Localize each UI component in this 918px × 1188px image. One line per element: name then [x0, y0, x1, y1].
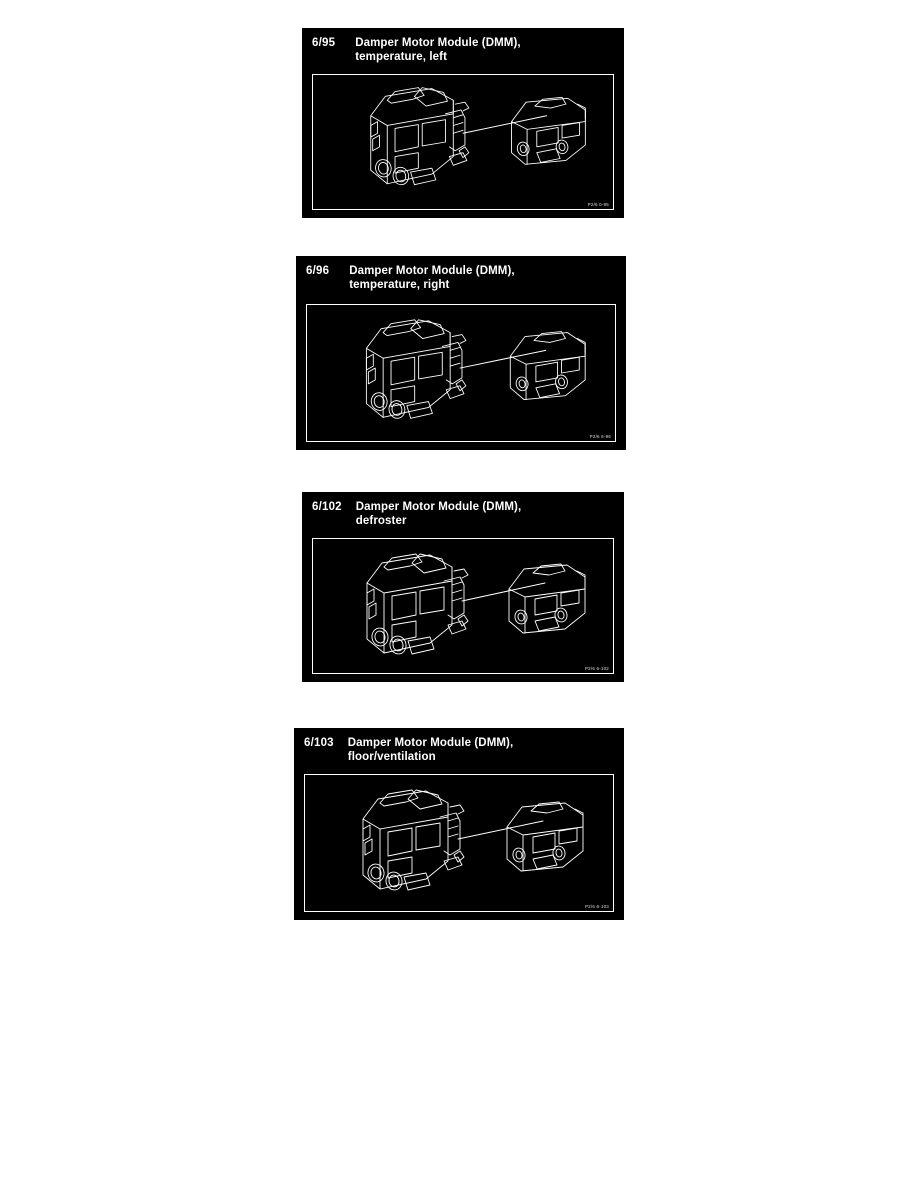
figure-title-line2: floor/ventilation [347, 751, 436, 763]
figure-panel [302, 28, 624, 218]
figure-header [302, 28, 624, 68]
damper-motor-module-illustration [305, 775, 613, 911]
figure-panel [302, 492, 624, 682]
figure-illustration-frame [304, 774, 614, 912]
figure-illustration-frame [306, 304, 616, 442]
figure-header [302, 492, 624, 532]
figure-code: P2/6 6-103 [584, 904, 609, 909]
figure-illustration-frame [312, 538, 614, 674]
figure-number: 6/96 [306, 265, 330, 277]
figure-header [296, 256, 626, 296]
figure-number: 6/103 [304, 737, 334, 749]
figure-code: P2/6 0-95 [587, 202, 609, 207]
damper-motor-module-illustration [313, 75, 613, 209]
damper-motor-module-illustration [313, 539, 613, 673]
damper-motor-module-illustration [307, 305, 615, 441]
figure-header [294, 728, 624, 768]
figure-title-line1: Damper Motor Module (DMM), [349, 265, 515, 277]
figure-code: P2/6 6-96 [589, 434, 611, 439]
figure-illustration-frame [312, 74, 614, 210]
figure-title-line2: temperature, right [349, 279, 450, 291]
figure-title-line1: Damper Motor Module (DMM), [355, 501, 522, 513]
figure-panel [296, 256, 626, 450]
figure-number: 6/102 [312, 501, 342, 513]
figure-title-line1: Damper Motor Module (DMM), [355, 37, 521, 49]
figure-title-line2: temperature, left [355, 51, 447, 63]
figure-title-line2: defroster [355, 515, 407, 527]
figure-panel [294, 728, 624, 920]
figure-code: P2/6 6-102 [584, 666, 609, 671]
figure-number: 6/95 [312, 37, 336, 49]
figure-title-line1: Damper Motor Module (DMM), [347, 737, 514, 749]
